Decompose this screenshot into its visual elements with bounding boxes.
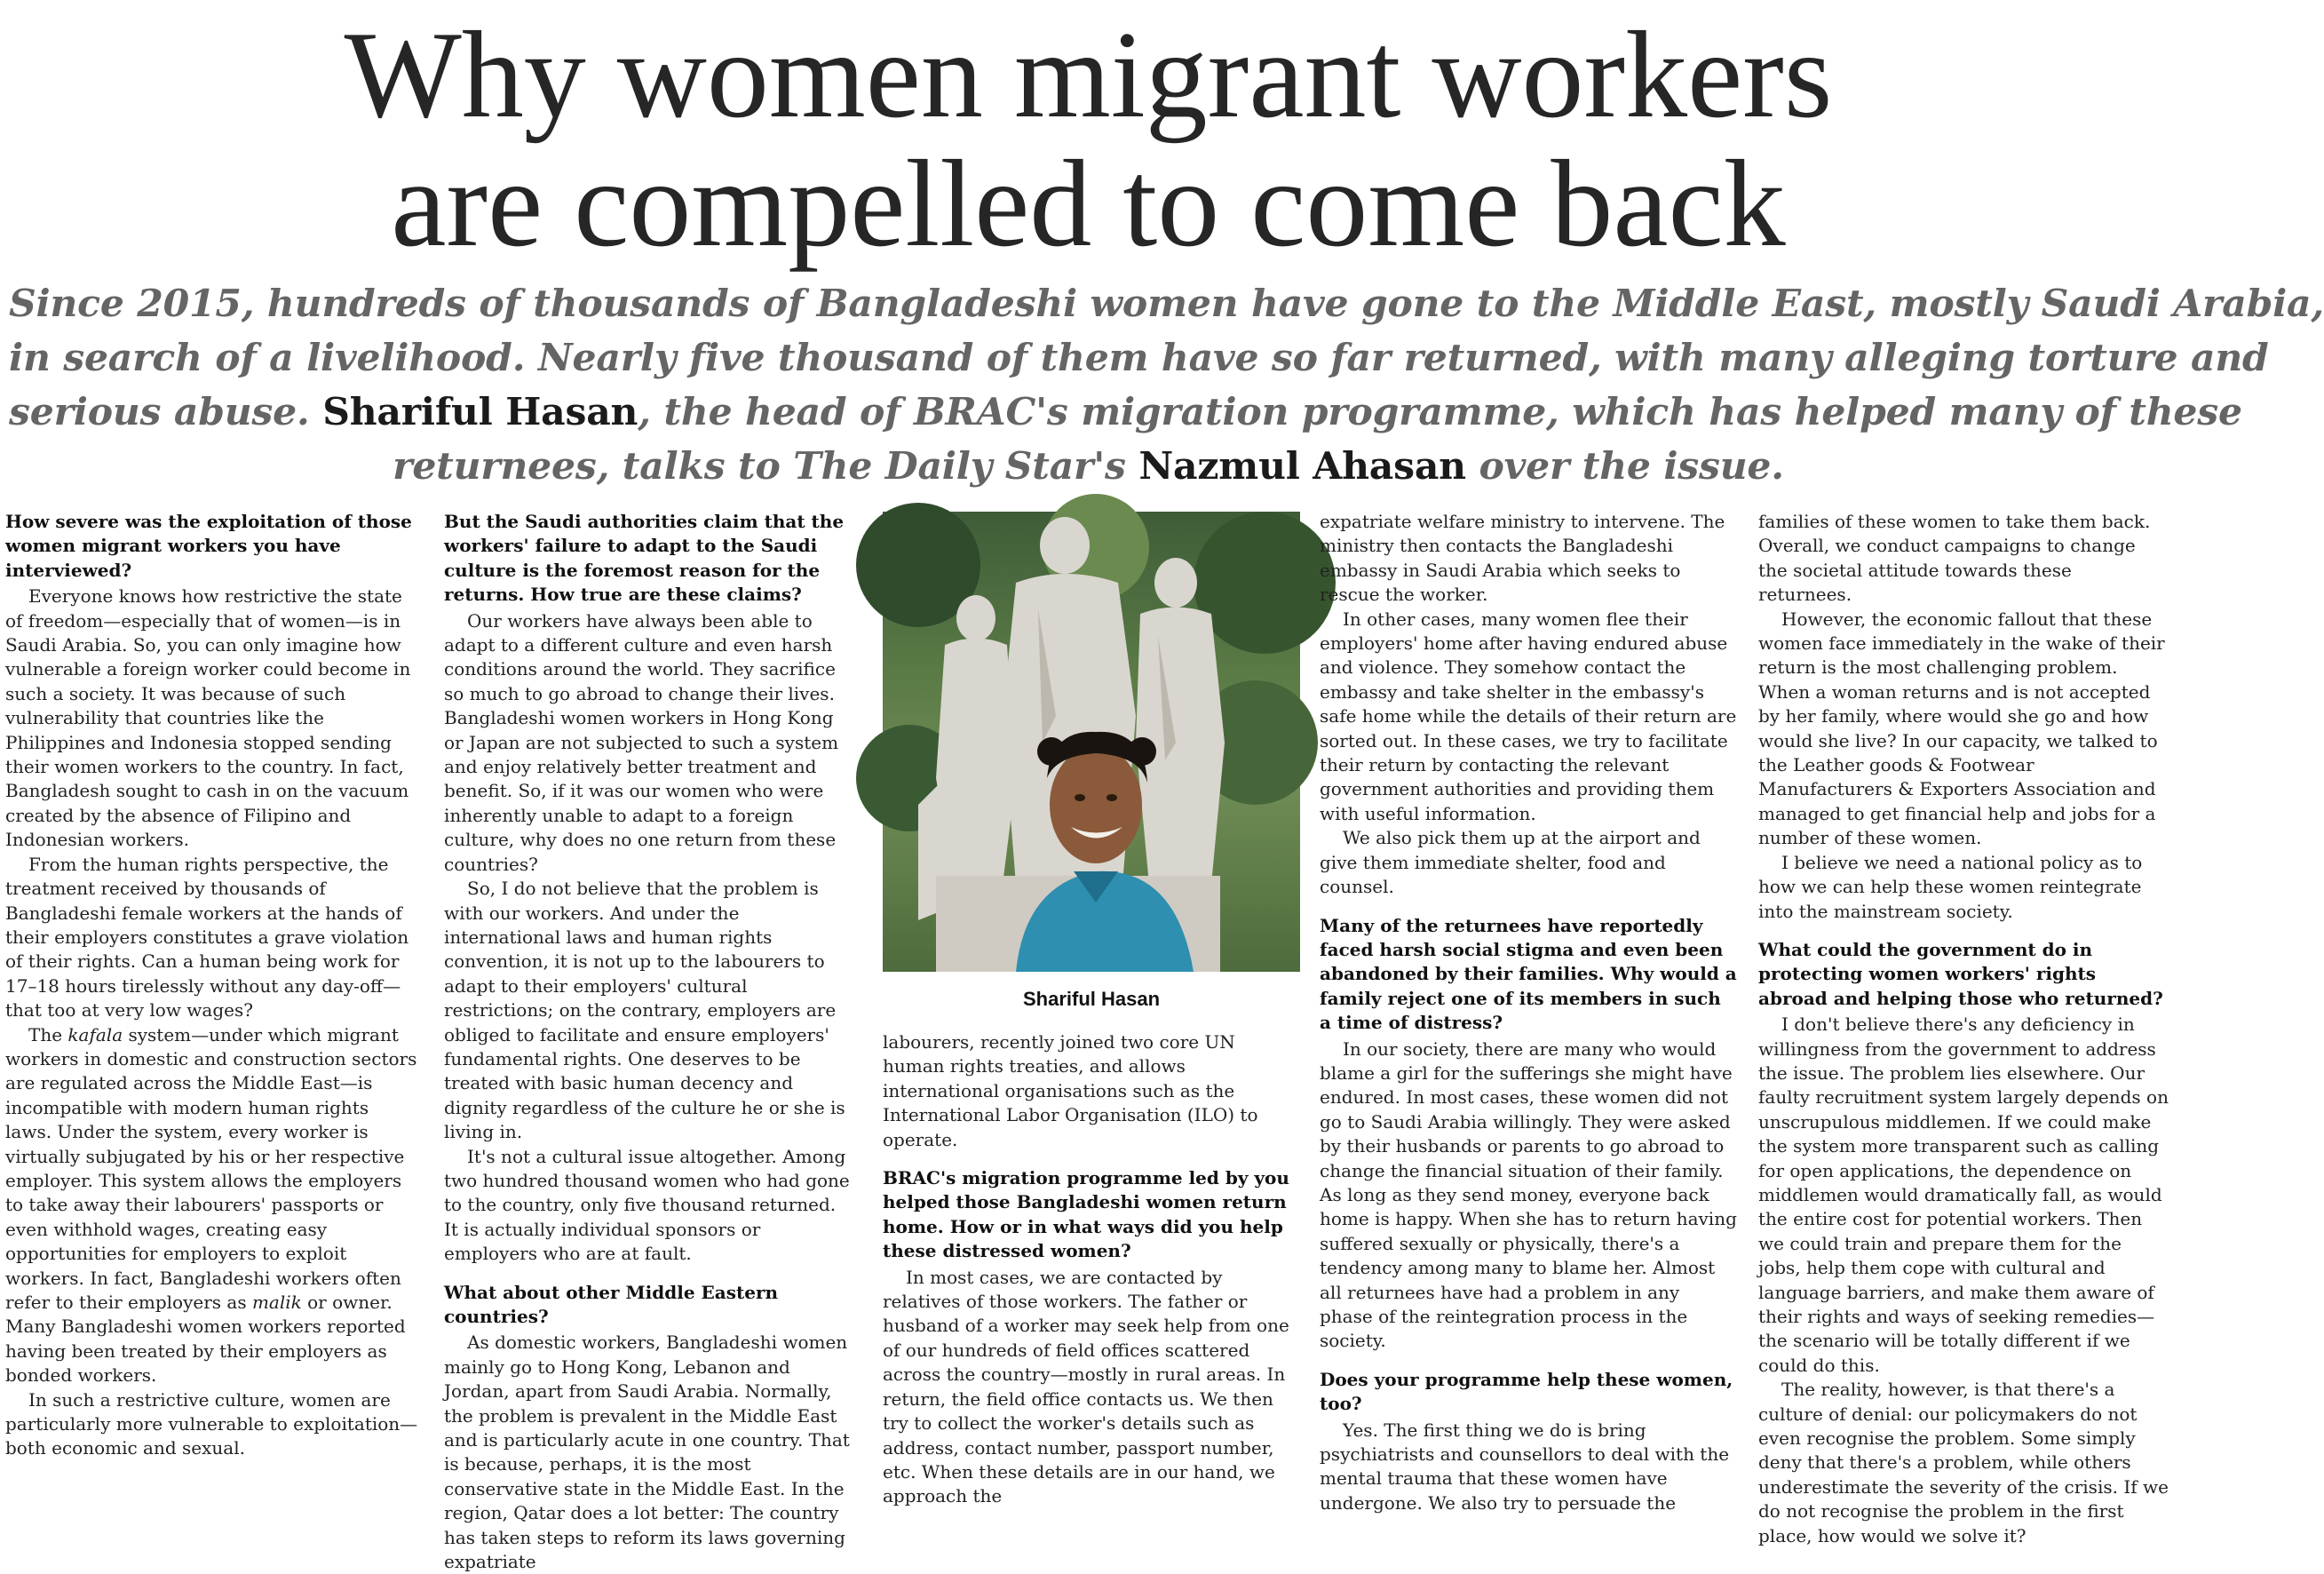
- answer-paragraph: As domestic workers, Bangladeshi women mainly go to Hong Kong, Lebanon and Jordan, apart from Saudi Arabia. Normally, the problem is prevalent in the Middle East and is particularly acute in one country. That is because, perhaps, it is the most conservative state in the Middle East. In the region, Qatar does a lot better: The country has taken steps to reform its laws governing expatriate: [444, 1332, 850, 1573]
- question: What about other Middle Eastern countries?: [444, 1281, 779, 1327]
- answer-paragraph: I believe we need a national policy as to how we can help these women reintegrate into the mainstream society.: [1758, 851, 2143, 922]
- answer-paragraph: I don't believe there's any deficiency in willingness from the government to address the issue. The problem lies elsewhere. Our faulty recruitment system largely depends on unscrupulous middlemen. If we could make the system more transparent such as calling for open applications, the dependence on middlemen would dramatically fall, as would the entire cost for potential workers. Then we could train and prepare them for the jobs, help them cope with cultural and language barriers, and make them aware of their rights and ways of seeking remedies—the scenario will be totally different if we could do this.: [1758, 1014, 2169, 1376]
- article-column-4: [1320, 510, 1737, 1514]
- question: Does your programme help these women, too?: [1320, 1368, 1733, 1415]
- answer-paragraph: So, I do not believe that the problem is with our workers. And under the international laws and human rights convention, it is not up to the labourers to adapt to their employers' cultural restrictions; on the contrary, employers are obliged to facilitate and ensure employers' fundamental rights. One deserves to be treated with basic human decency and dignity regardless of the culture he or she is living in.: [444, 878, 845, 1143]
- question: How severe was the exploitation of those women migrant workers you have interviewed?: [5, 511, 412, 581]
- question: Many of the returnees have reportedly faced harsh social stigma and even been abandoned by their families. Why would a family reject one of its members in such a time of distress?: [1320, 914, 1737, 1034]
- article-column-3: [883, 510, 1300, 1507]
- interviewee-name: Shariful Hasan: [322, 390, 639, 434]
- answer-paragraph: Everyone knows how restrictive the state of freedom—especially that of women—is in Saudi Arabia. So, you can only imagine how vulnerable a foreign worker could become in such a society. It was because of such vulnerability that countries like the Philippines and Indonesia stopped sending their women workers to the country. In fact, Bangladesh sought to cash in on the vacuum created by the absence of Filipino and Indonesian workers.: [5, 585, 411, 851]
- answer-paragraph: expatriate welfare ministry to intervene. The ministry then contacts the Bangladeshi embassy in Saudi Arabia which seeks to rescue the worker.: [1320, 511, 1725, 606]
- answer-paragraph: However, the economic fallout that these women face immediately in the wake of their return is the most challenging problem. When a woman returns and is not accepted by her family, where would she go and how would she live? In our capacity, we talked to the Leather goods & Footwear Manufacturers & Exporters Association and managed to get financial help and jobs for a number of these women.: [1758, 608, 2165, 849]
- headline: [0, 6, 2177, 273]
- interviewer-name: Nazmul Ahasan: [1138, 444, 1466, 489]
- article-column-5: [1758, 510, 2169, 1546]
- photo-caption: Shariful Hasan: [1022, 988, 1161, 1010]
- answer-paragraph: It's not a cultural issue altogether. Among two hundred thousand women who had gone to the country, only five thousand returned. It is actually individual sponsors or employers who are at fault.: [444, 1145, 850, 1265]
- question: What could the government do in protecting women workers' rights abroad and helping those who returned?: [1758, 938, 2163, 1009]
- standfirst: [9, 277, 2324, 494]
- standfirst-text: returnees, talks to The Daily Star's: [393, 444, 1126, 489]
- answer-paragraph: The kafala system—under which migrant workers in domestic and construction sectors are regulated across the Middle East—is incompatible with modern human rights laws. Under the system, every worker is virtually subjugated by his or her respective employer. This system allows the employers to take away their labourers' passports or even withhold wages, creating easy opportunities for employers to exploit workers. In fact, Bangladeshi workers often refer to their employers as malik or owner. Many Bangladeshi women workers reported having been treated by their employers as bonded workers.: [5, 1023, 417, 1387]
- kafala-term: kafala: [67, 1023, 123, 1045]
- answer-paragraph: Yes. The first thing we do is bring psychiatrists and counsellors to deal with the mental trauma that these women have undergone. We also try to persuade the: [1320, 1419, 1730, 1514]
- article-column-2: [444, 510, 853, 1573]
- standfirst-line-2: in search of a livelihood. Nearly five thousand of them have so far returned, with many alleging torture and: [9, 336, 2269, 380]
- standfirst-text: , the head of BRAC's migration programme, which has helped many of these: [638, 390, 2242, 434]
- headline-line-1: Why women migrant workers: [344, 6, 1833, 144]
- standfirst-text: over the issue.: [1479, 444, 1784, 489]
- answer-paragraph: The reality, however, is that there's a culture of denial: our policymakers do not even recognise the problem. Some simply deny that there's a problem, while others underestimate the severity of the crisis. If we do not recognise the problem in the first place, how would we solve it?: [1758, 1379, 2169, 1546]
- answer-paragraph: In such a restrictive culture, women are particularly more vulnerable to exploitation—both economic and sexual.: [5, 1388, 418, 1459]
- answer-paragraph: In our society, there are many who would blame a girl for the sufferings she might have endured. In most cases, these women did not go to Saudi Arabia willingly. They were asked by their husbands or parents to go abroad to change the financial situation of their family. As long as they send money, everyone back home is happy. When she has to return having suffered sexually or physically, there's a tendency among many to blame her. Almost all returnees have had a problem in any phase of the reintegration process in the society.: [1320, 1037, 1737, 1352]
- headline-line-2: are compelled to come back: [391, 135, 1786, 273]
- question: But the Saudi authorities claim that the workers' failure to adapt to the Saudi culture is the foremost reason for the returns. How true are these claims?: [444, 511, 845, 606]
- answer-paragraph: In other cases, many women flee their employers' home after having endured abuse and violence. They somehow contact the embassy and take shelter in the embassy's safe home while the details of their return are sorted out. In these cases, we try to facilitate their return by contacting the relevant government authorities and providing them with useful information.: [1320, 608, 1737, 824]
- answer-paragraph: From the human rights perspective, the treatment received by thousands of Bangladeshi female workers at the hands of their employers constitutes a grave violation of their rights. Can a human being work for 17–18 hours tirelessly without any day-off—that too at very low wages?: [5, 853, 409, 1022]
- article-column-1: [5, 510, 419, 1487]
- portrait-illustration: [883, 512, 1300, 972]
- answer-paragraph: families of these women to take them back. Overall, we conduct campaigns to change the societal attitude towards these returnees.: [1758, 511, 2151, 606]
- standfirst-line-3: [9, 386, 2242, 440]
- standfirst-text: serious abuse.: [9, 390, 310, 434]
- standfirst-line-4: [9, 440, 2168, 494]
- question: BRAC's migration programme led by you helped those Bangladeshi women return home. How or in what ways did you help these distressed women?: [883, 1167, 1289, 1262]
- answer-paragraph: In most cases, we are contacted by relatives of those workers. The father or husband of a worker may seek help from one of our hundreds of field offices scattered across the country—mostly in rural areas. In return, the field office contacts us. We then try to collect the worker's details such as address, contact number, passport number, etc. When these details are in our hand, we approach the: [883, 1266, 1289, 1507]
- portrait-photo: [883, 512, 1300, 972]
- answer-paragraph: labourers, recently joined two core UN human rights treaties, and allows international organisations such as the International Labor Organisation (ILO) to operate.: [883, 1031, 1258, 1150]
- malik-term: malik: [251, 1292, 302, 1313]
- answer-paragraph: Our workers have always been able to adapt to a different culture and even harsh conditions around the world. They sacrifice so much to go abroad to change their lives. Bangladeshi women workers in Hong Kong or Japan are not subjected to such a system and enjoy relatively better treatment and benefit. So, if it was our women who were inherently unable to adapt to a foreign culture, why does no one return from these countries?: [444, 609, 839, 875]
- answer-paragraph: We also pick them up at the airport and give them immediate shelter, food and counsel.: [1320, 827, 1701, 898]
- standfirst-line-1: Since 2015, hundreds of thousands of Bangladeshi women have gone to the Middle East, mostly Saudi Arabia,: [9, 282, 2324, 326]
